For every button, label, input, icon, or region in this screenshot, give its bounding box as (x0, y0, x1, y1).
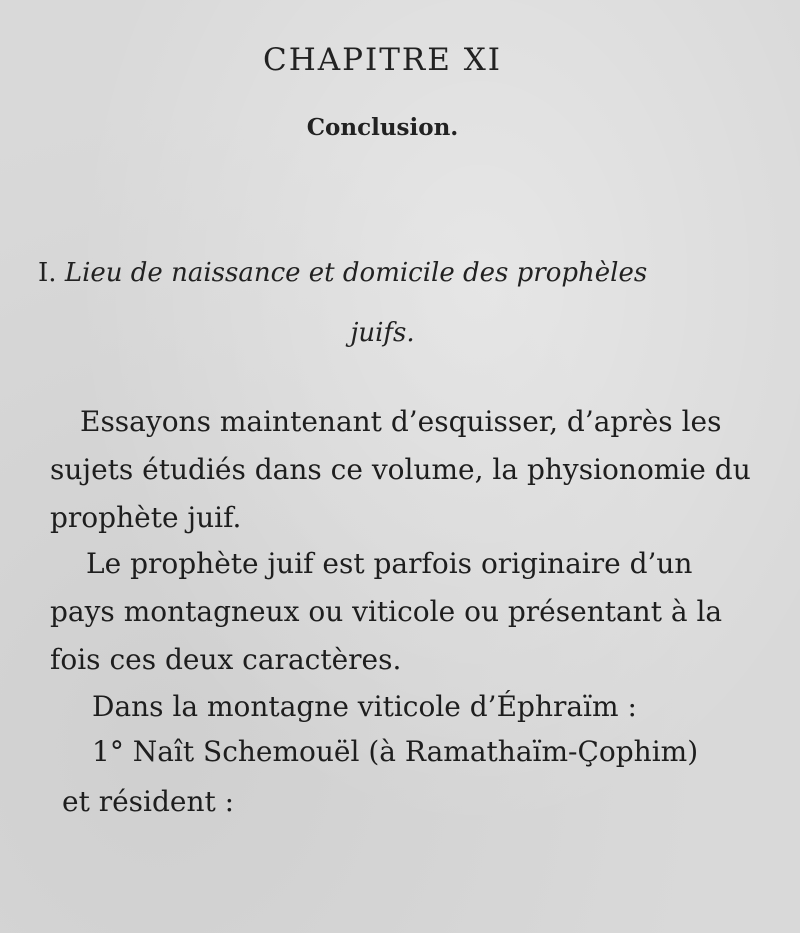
chapter-subtitle: Conclusion. (306, 114, 459, 141)
section-number: I. (38, 258, 57, 288)
section-title-line2: juifs. (350, 318, 415, 348)
chapter-title: CHAPITRE XI (262, 42, 503, 78)
section-title-line1: Lieu de naissance et domicile des prophèles (64, 258, 648, 288)
section-heading (38, 258, 758, 288)
paragraph-3: Dans la montagne viticole d’Éphraïm : (92, 690, 637, 723)
paragraph-5: et résident : (62, 785, 235, 818)
paragraph-2: Le prophète juif est parfois originaire d’un pays montagneux ou viticole ou présentant à la fois ces deux caractères. (50, 547, 723, 676)
paragraph-1: Essayons maintenant d’esquisser, d’après les sujets étudiés dans ce volume, la physionomie du prophète juif. (50, 405, 751, 534)
paragraph-4: 1° Naît Schemouël (à Ramathaïm-Çophim) (92, 735, 699, 768)
